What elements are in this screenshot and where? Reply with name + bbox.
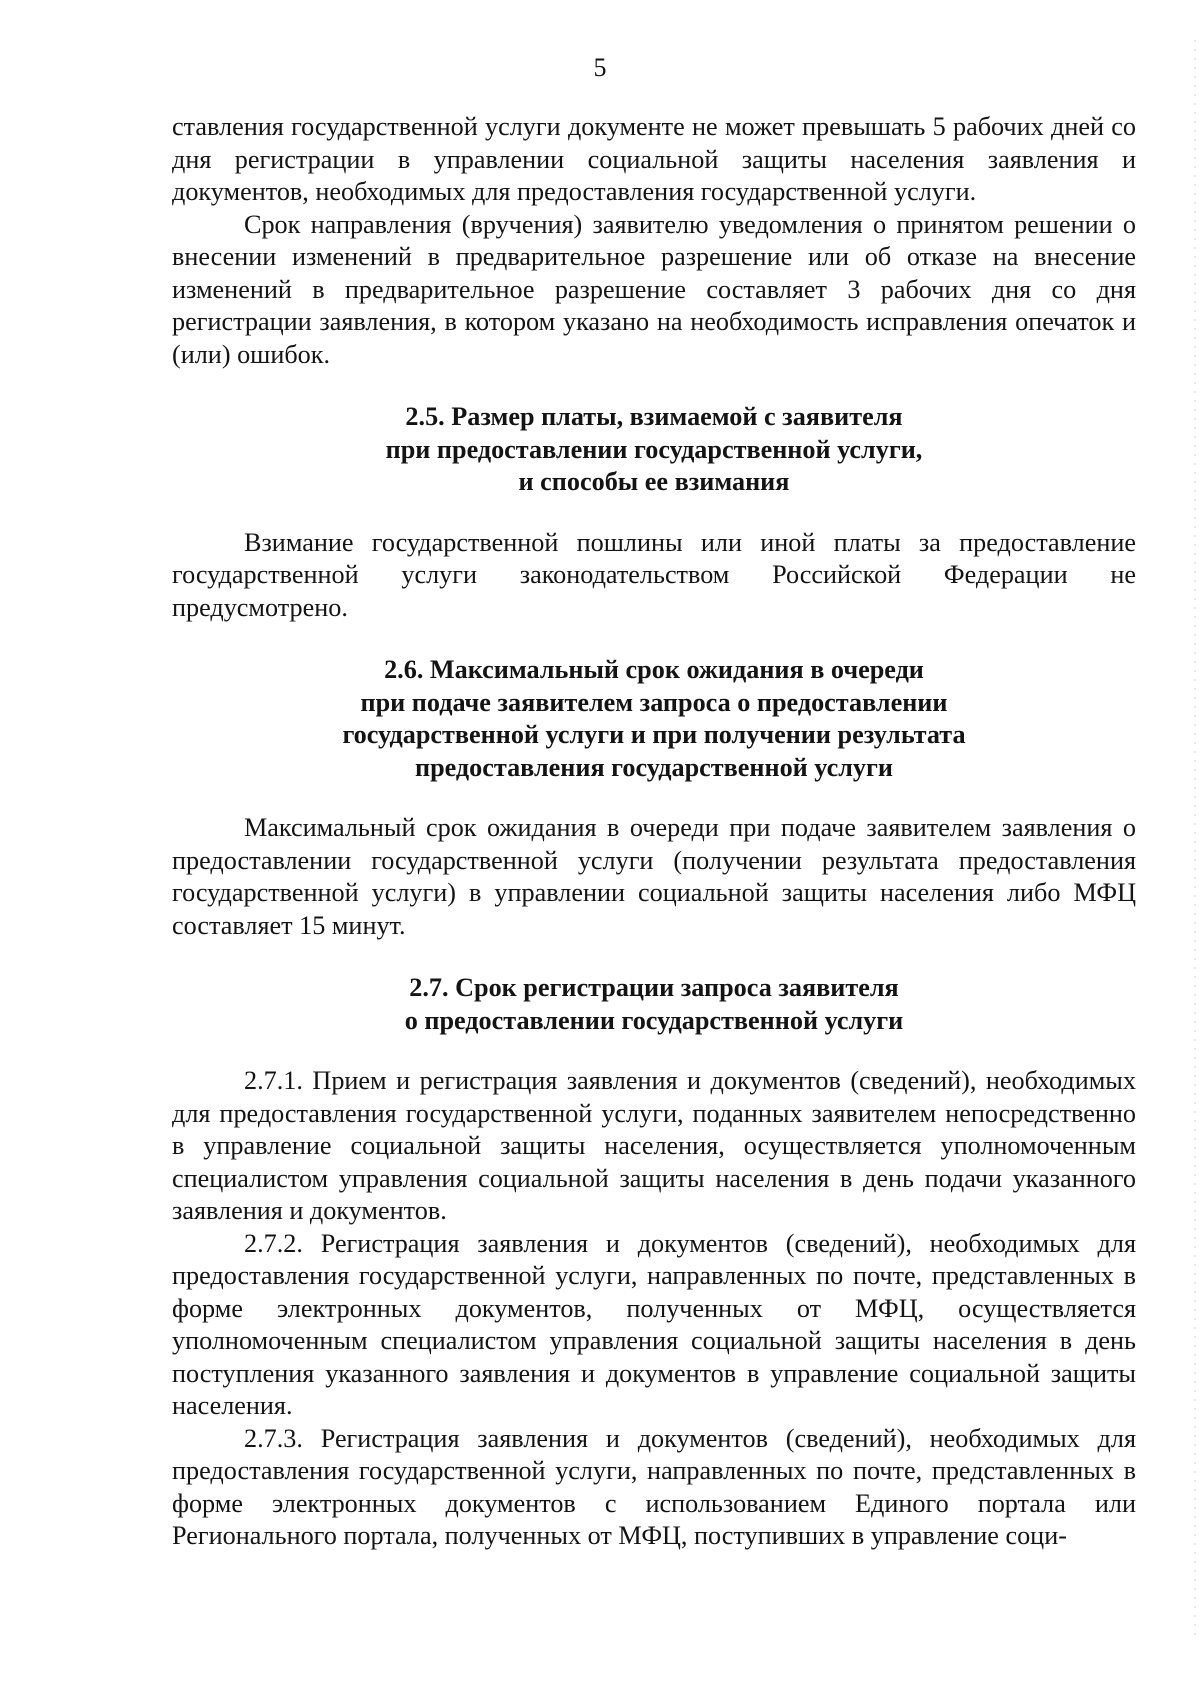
heading-line: 2.6. Максимальный срок ожидания в очереди xyxy=(384,655,924,684)
section-heading-2-7 xyxy=(172,972,1136,1037)
heading-line: 2.5. Размер платы, взимаемой с заявителя xyxy=(405,402,903,431)
paragraph-queue-time: Максимальный срок ожидания в очереди при подаче заявителем заявления о предоставлении государственной услуги (получении результата предоставления государственной услуги) в управлении социальной защиты населения либо МФЦ составляет 15 минут. xyxy=(172,813,1136,940)
paragraph-fee: Взимание государственной пошлины или иной платы за предоставление государственной услуги законодательством Российской Федерации не предусмотрено. xyxy=(172,527,1136,622)
paragraph-2-7-3: 2.7.3. Регистрация заявления и документов (сведений), необходимых для предоставления государственной услуги, направленных по почте, представленных в форме электронных документов с использованием Единого портала или Регионального портала, полученных от МФЦ, поступивших в управление соци- xyxy=(172,1423,1136,1550)
paragraph-2-7-2: 2.7.2. Регистрация заявления и документов (сведений), необходимых для предоставления государственной услуги, направленных по почте, представленных в форме электронных документов, полученных от МФЦ, осуществляется уполномоченным специалистом управления социальной защиты населения в день поступления указанного заявления и документов в управление социальной защиты населения. xyxy=(172,1228,1136,1420)
paragraph-continuation: ставления государственной услуги документе не может превышать 5 рабочих дней со дня регистрации в управлении социальной защиты населения заявления и документов, необходимых для предоставления государственной услуги. xyxy=(172,112,1136,206)
section-heading-2-6 xyxy=(172,654,1136,784)
heading-line: предоставления государственной услуги xyxy=(415,752,893,782)
page-number: 5 xyxy=(593,53,607,82)
heading-line: при подаче заявителем запроса о предоставлении xyxy=(360,687,948,717)
paragraph-notice-term: Срок направления (вручения) заявителю уведомления о принятом решении о внесении изменений в предварительное разрешение или об отказе на внесение изменений в предварительное разрешение составляет 3 рабочих дня со дня регистрации заявления, в котором указано на необходимость исправления опечаток и (или) ошибок. xyxy=(172,209,1136,369)
document-body xyxy=(172,111,1136,1553)
heading-line: государственной услуги и при получении результата xyxy=(342,720,966,749)
heading-line: при предоставлении государственной услуги, xyxy=(385,434,923,464)
paragraph-2-7-1: 2.7.1. Прием и регистрация заявления и документов (сведений), необходимых для предоставления государственной услуги, поданных заявителем непосредственно в управление социальной защиты населения, осуществляется уполномоченным специалистом управления социальной защиты населения в день подачи указанного заявления и документов. xyxy=(172,1066,1136,1225)
heading-line: и способы ее взимания xyxy=(518,467,790,496)
scan-edge-artifact xyxy=(1194,40,1196,1640)
heading-line: 2.7. Срок регистрации запроса заявителя xyxy=(409,973,899,1002)
heading-line: о предоставлении государственной услуги xyxy=(404,1005,904,1035)
section-heading-2-5 xyxy=(172,401,1136,499)
